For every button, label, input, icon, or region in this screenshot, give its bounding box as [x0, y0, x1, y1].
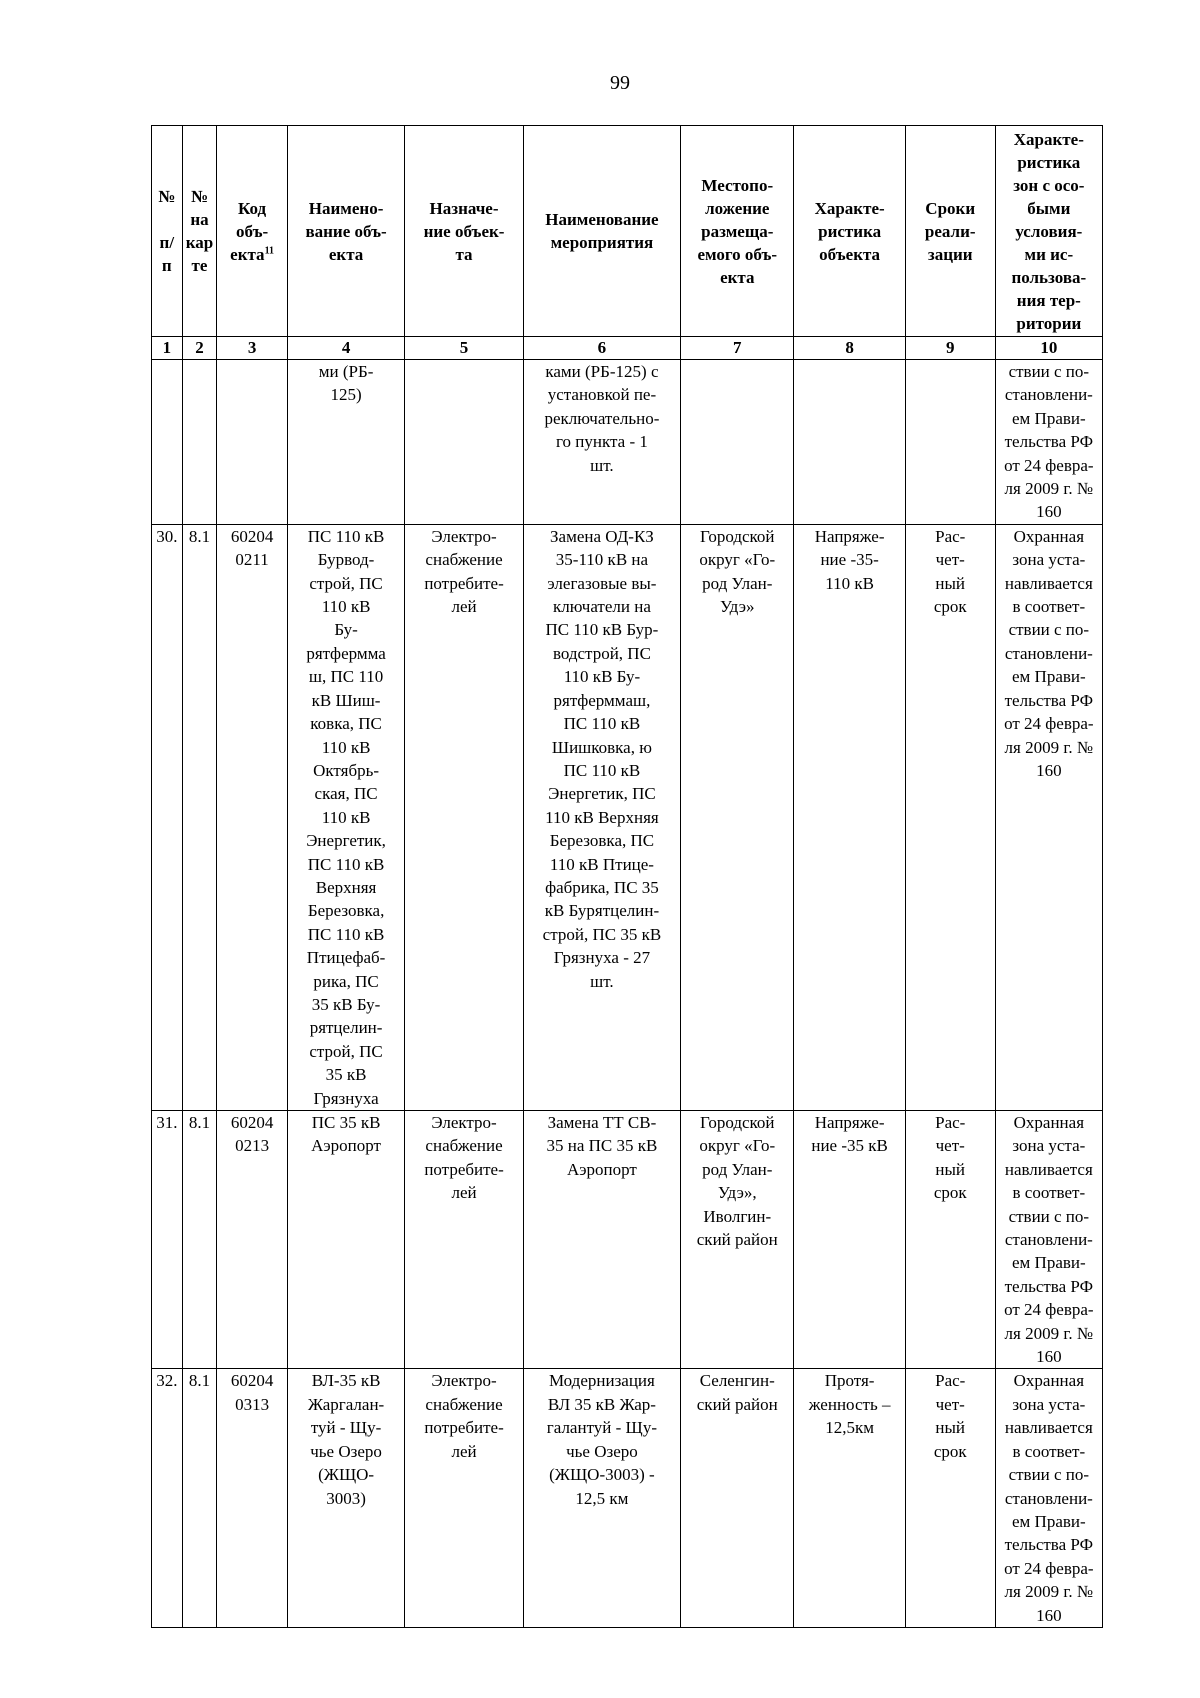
table-cell: ми (РБ- 125): [287, 360, 404, 525]
table-cell: ками (РБ-125) с установкой пе- реключательно- го пункта - 1 шт.: [523, 360, 680, 525]
header-cell-10: Характе- ристика зон с осо- быми условия- ми ис- пользова- ния тер- ритории: [995, 126, 1102, 337]
header-cell-7: Местопо- ложение размеща- емого объ- екта: [681, 126, 794, 337]
column-number: 2: [182, 337, 217, 360]
table-cell: Охранная зона уста- навливается в соответ- ствии с по- становлени- ем Прави- тельства РФ от 24 февра- ля 2009 г. № 160: [995, 1369, 1102, 1627]
table-cell: Электро- снабжение потребите- лей: [405, 1369, 523, 1627]
table-cell: Охранная зона уста- навливается в соответ- ствии с по- становлени- ем Прави- тельства РФ от 24 февра- ля 2009 г. № 160: [995, 1111, 1102, 1369]
column-number: 1: [152, 337, 183, 360]
column-number: 9: [905, 337, 995, 360]
header-cell-6: Наименование мероприятия: [523, 126, 680, 337]
table-cell: Модернизация ВЛ 35 кВ Жар- галантуй - Щу- чье Озеро (ЖЩО-3003) - 12,5 км: [523, 1369, 680, 1627]
table-cell: 60204 0213: [217, 1111, 287, 1369]
header-cell-2: № на кар те: [182, 126, 217, 337]
header-cell-9: Сроки реали- зации: [905, 126, 995, 337]
column-number: 6: [523, 337, 680, 360]
table-cell: 8.1: [182, 1369, 217, 1627]
header-cell-1: № п/ п: [152, 126, 183, 337]
table-cell: Охранная зона уста- навливается в соответ- ствии с по- становлени- ем Прави- тельства РФ от 24 февра- ля 2009 г. № 160: [995, 524, 1102, 1110]
table-cell: [152, 360, 183, 525]
table-row: [152, 1111, 1103, 1369]
table-cell: 32.: [152, 1369, 183, 1627]
table-cell: Напряже- ние -35- 110 кВ: [794, 524, 905, 1110]
column-number: 7: [681, 337, 794, 360]
table-cell: [905, 360, 995, 525]
table-cell: ВЛ-35 кВ Жаргалан- туй - Щу- чье Озеро (ЖЩО- 3003): [287, 1369, 404, 1627]
column-number: 4: [287, 337, 404, 360]
table-cell: Рас- чет- ный срок: [905, 524, 995, 1110]
header-cell-8: Характе- ристика объекта: [794, 126, 905, 337]
table-cell: Городской округ «Го- род Улан- Удэ»: [681, 524, 794, 1110]
table-cell: Замена ТТ СВ- 35 на ПС 35 кВ Аэропорт: [523, 1111, 680, 1369]
column-number: 3: [217, 337, 287, 360]
table-cell: Напряже- ние -35 кВ: [794, 1111, 905, 1369]
table-cell: ПС 110 кВ Бурвод- строй, ПС 110 кВ Бу- рятфермма ш, ПС 110 кВ Шиш- ковка, ПС 110 кВ Октябрь- ская, ПС 110 кВ Энергетик, ПС 110 кВ Верхняя Березовка, ПС 110 кВ Птицефаб- рика, ПС 35 кВ Бу- рятцелин- строй, ПС 35 кВ Грязнуха: [287, 524, 404, 1110]
table-cell: [182, 360, 217, 525]
table-cell: Селенгин- ский район: [681, 1369, 794, 1627]
column-number: 8: [794, 337, 905, 360]
column-number-row: [152, 337, 1103, 360]
table-cell: 31.: [152, 1111, 183, 1369]
table-cell: Замена ОД-КЗ 35-110 кВ на элегазовые вы- ключатели на ПС 110 кВ Бур- водстрой, ПС 110 кВ Бу- рятферммаш, ПС 110 кВ Шишковка, ю ПС 110 кВ Энергетик, ПС 110 кВ Верхняя Березовка, ПС 110 кВ Птице- фабрика, ПС 35 кВ Бурятцелин- строй, ПС 35 кВ Грязнуха - 27 шт.: [523, 524, 680, 1110]
table-cell: 60204 0313: [217, 1369, 287, 1627]
header-cell-3: Код объ- екта$^{11}$: [217, 126, 287, 337]
table-cell: Рас- чет- ный срок: [905, 1111, 995, 1369]
table-cell: [681, 360, 794, 525]
table-cell: Протя- женность – 12,5км: [794, 1369, 905, 1627]
header-row: [152, 126, 1103, 337]
table-row: [152, 360, 1103, 525]
table-cell: [217, 360, 287, 525]
header-cell-4: Наимено- вание объ- екта: [287, 126, 404, 337]
table-row: [152, 524, 1103, 1110]
table-cell: Рас- чет- ный срок: [905, 1369, 995, 1627]
table-cell: 8.1: [182, 1111, 217, 1369]
header-footnote-mark: 11: [264, 244, 275, 256]
objects-table: [151, 125, 1103, 1628]
header-cell-5: Назначе- ние объек- та: [405, 126, 523, 337]
table-cell: 30.: [152, 524, 183, 1110]
table-cell: Электро- снабжение потребите- лей: [405, 524, 523, 1110]
table-cell: 60204 0211: [217, 524, 287, 1110]
table-cell: [405, 360, 523, 525]
page-number: 99: [610, 72, 630, 94]
table-cell: 8.1: [182, 524, 217, 1110]
table-cell: ПС 35 кВ Аэропорт: [287, 1111, 404, 1369]
column-number: 5: [405, 337, 523, 360]
column-number: 10: [995, 337, 1102, 360]
table-cell: [794, 360, 905, 525]
table-row: [152, 1369, 1103, 1627]
table-cell: Электро- снабжение потребите- лей: [405, 1111, 523, 1369]
table-cell: Городской округ «Го- род Улан- Удэ», Иволгин- ский район: [681, 1111, 794, 1369]
table-cell: ствии с по- становлени- ем Прави- тельства РФ от 24 февра- ля 2009 г. № 160: [995, 360, 1102, 525]
